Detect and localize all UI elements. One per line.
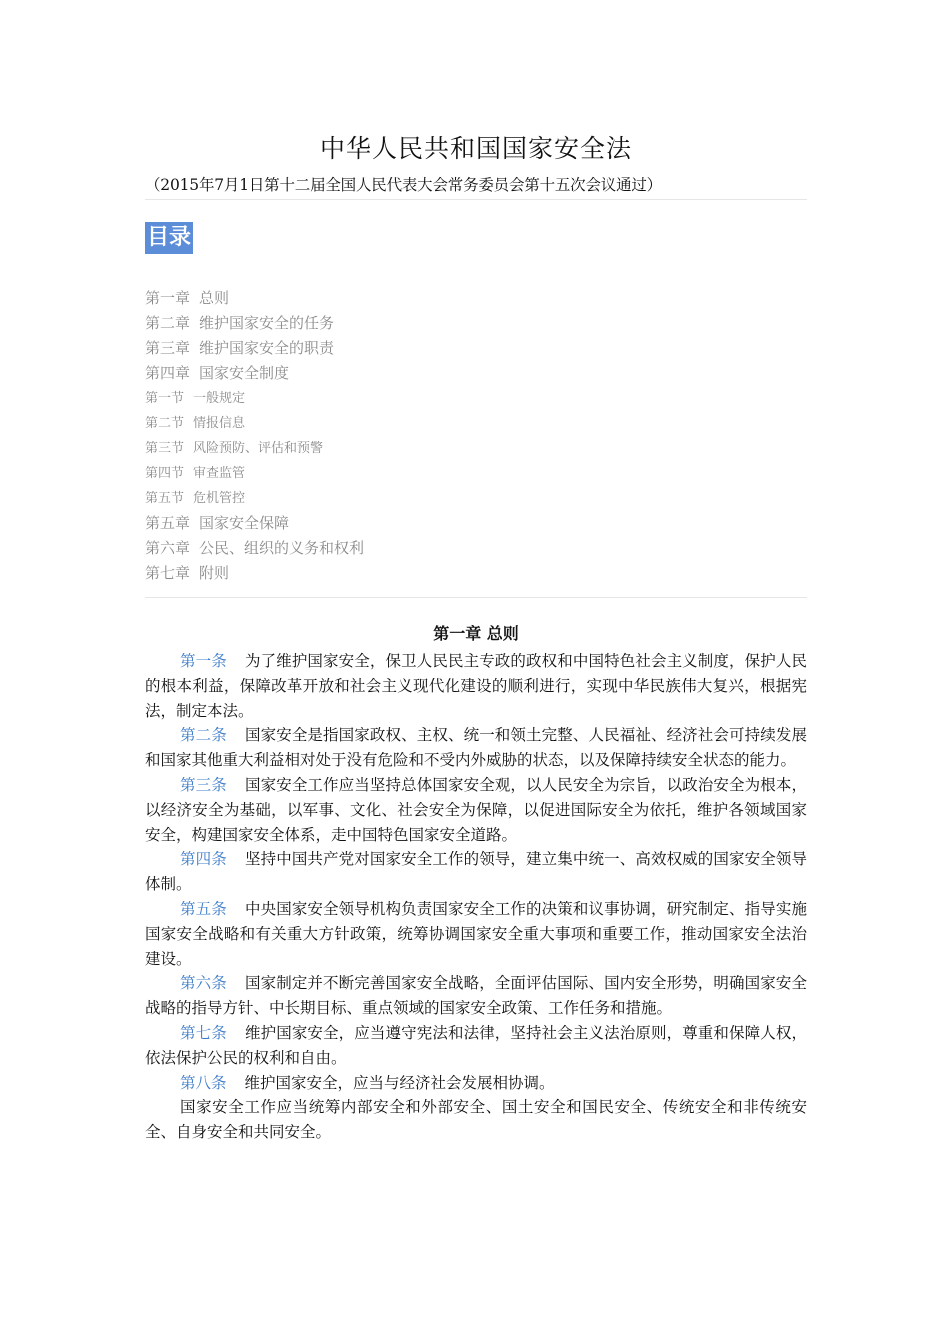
toc-link-number: 第五节 [145, 491, 185, 506]
toc-link[interactable] [145, 561, 807, 586]
toc-link[interactable] [145, 336, 807, 361]
toc-link[interactable] [145, 536, 807, 561]
article-number-link[interactable]: 第四条 [180, 850, 227, 869]
toc-link-label: 一般规定 [193, 391, 246, 406]
toc-link-number: 第一章 [145, 289, 191, 307]
toc-link-number: 第二节 [145, 416, 185, 431]
toc-link[interactable] [145, 286, 807, 311]
toc-link-label: 国家安全保障 [199, 514, 290, 532]
chapter-body [145, 649, 807, 1145]
toc-link-label: 总则 [199, 289, 230, 307]
article-paragraph [145, 847, 807, 897]
article-text: 维护国家安全，应当遵守宪法和法律，坚持社会主义法治原则，尊重和保障人权，依法保护公民的权利和自由。 [145, 1023, 807, 1067]
article-number-link[interactable]: 第三条 [180, 775, 227, 794]
toc-link-number: 第五章 [145, 514, 191, 532]
toc-link[interactable] [145, 511, 807, 536]
article-paragraph [145, 723, 807, 773]
toc-link-number: 第三节 [145, 441, 185, 456]
article-paragraph [145, 1071, 807, 1096]
article-paragraph [145, 649, 807, 723]
toc-link-number: 第六章 [145, 539, 191, 557]
toc-link-number: 第四章 [145, 364, 191, 382]
divider [145, 199, 807, 200]
divider [145, 597, 807, 598]
article-paragraph [145, 1095, 807, 1145]
article-paragraph [145, 773, 807, 847]
article-text: 坚持中国共产党对国家安全工作的领导，建立集中统一、高效权威的国家安全领导体制。 [145, 850, 807, 894]
toc-link[interactable] [145, 361, 807, 386]
toc-link[interactable] [145, 436, 807, 461]
toc-link-number: 第一节 [145, 391, 185, 406]
toc-link-label: 危机管控 [193, 491, 246, 506]
article-text: 为了维护国家安全，保卫人民民主专政的政权和中国特色社会主义制度，保护人民的根本利益，保障改革开放和社会主义现代化建设的顺利进行，实现中华民族伟大复兴，根据宪法，制定本法。 [145, 652, 807, 720]
toc-link[interactable] [145, 486, 807, 511]
toc-link-label: 情报信息 [193, 416, 246, 431]
chapter-title: 第一章 总则 [433, 624, 519, 643]
toc-link-label: 审查监管 [193, 466, 246, 481]
article-text: 维护国家安全，应当与经济社会发展相协调。 [244, 1073, 555, 1092]
toc-link-label: 维护国家安全的任务 [199, 314, 335, 332]
toc-link-label: 国家安全制度 [199, 364, 290, 382]
toc-heading: 目录 [145, 222, 193, 254]
document-subtitle: （2015年7月1日第十二届全国人民代表大会常务委员会第十五次会议通过） [145, 176, 662, 194]
article-text: 国家安全是指国家政权、主权、统一和领土完整、人民福祉、经济社会可持续发展和国家其他重大利益相对处于没有危险和不受内外威胁的状态，以及保障持续安全状态的能力。 [145, 726, 807, 770]
article-number-link[interactable]: 第五条 [180, 899, 227, 918]
article-paragraph [145, 897, 807, 971]
article-number-link[interactable]: 第一条 [180, 652, 227, 670]
toc-link-number: 第四节 [145, 466, 185, 481]
toc-link-number: 第七章 [145, 564, 191, 582]
toc-link-number: 第三章 [145, 339, 191, 357]
article-text: 国家安全工作应当坚持总体国家安全观，以人民安全为宗旨，以政治安全为根本，以经济安全为基础，以军事、文化、社会安全为保障，以促进国际安全为依托，维护各领域国家安全，构建国家安全体系，走中国特色国家安全道路。 [145, 775, 807, 844]
article-paragraph [145, 1021, 807, 1071]
document-title: 中华人民共和国国家安全法 [319, 134, 632, 163]
toc-link-label: 风险预防、评估和预警 [193, 441, 324, 456]
toc-link-label: 维护国家安全的职责 [199, 339, 335, 357]
table-of-contents [145, 286, 807, 586]
toc-link-number: 第二章 [145, 314, 191, 332]
article-number-link[interactable]: 第七条 [180, 1023, 227, 1042]
article-number-link[interactable]: 第二条 [180, 726, 227, 745]
article-number-link[interactable]: 第八条 [180, 1073, 227, 1092]
article-paragraph [145, 971, 807, 1021]
toc-link[interactable] [145, 411, 807, 436]
toc-link[interactable] [145, 311, 807, 336]
article-text: 国家安全工作应当统筹内部安全和外部安全、国土安全和国民安全、传统安全和非传统安全、自身安全和共同安全。 [145, 1098, 807, 1142]
toc-link[interactable] [145, 386, 807, 411]
toc-link-label: 附则 [199, 564, 230, 582]
toc-link-label: 公民、组织的义务和权利 [199, 539, 365, 557]
article-text: 中央国家安全领导机构负责国家安全工作的决策和议事协调，研究制定、指导实施国家安全战略和有关重大方针政策，统筹协调国家安全重大事项和重要工作，推动国家安全法治建设。 [145, 899, 807, 968]
article-text: 国家制定并不断完善国家安全战略，全面评估国际、国内安全形势，明确国家安全战略的指导方针、中长期目标、重点领域的国家安全政策、工作任务和措施。 [145, 974, 807, 1018]
article-number-link[interactable]: 第六条 [180, 974, 227, 993]
toc-link[interactable] [145, 461, 807, 486]
